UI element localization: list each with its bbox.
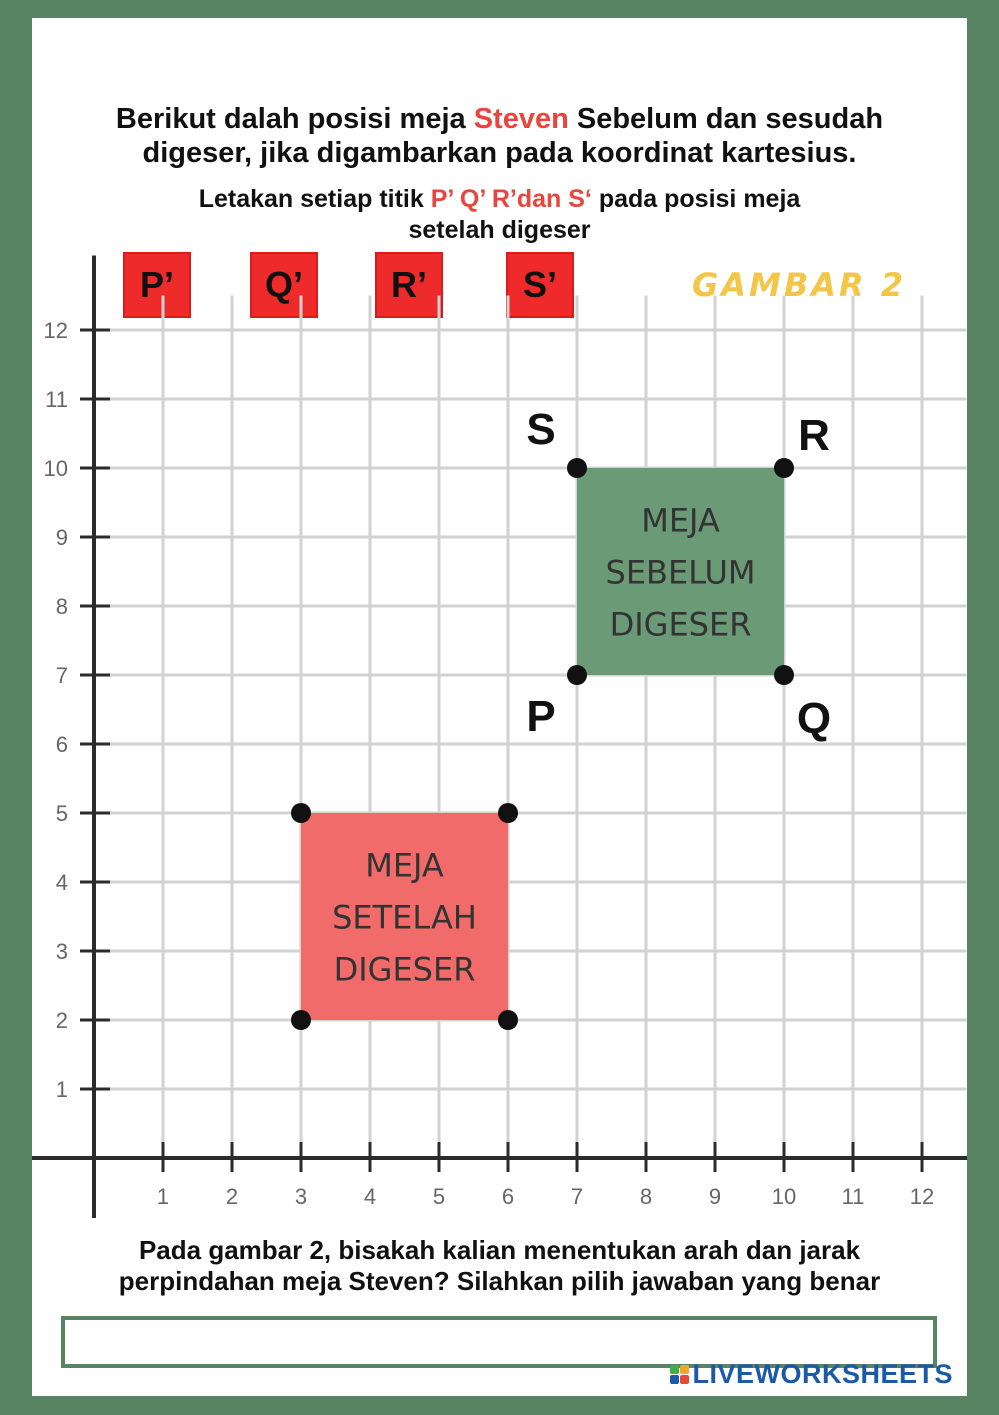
point-label-r: R	[798, 411, 830, 460]
title-text: Berikut dalah posisi meja	[115, 103, 474, 135]
point-marker	[291, 803, 311, 823]
point-marker	[567, 458, 587, 478]
instruction-text: Letakan setiap titik	[198, 185, 431, 213]
table-label: MEJA	[365, 846, 444, 885]
point-label-q: Q	[796, 694, 832, 743]
x-tick-label: 7	[570, 1184, 584, 1209]
point-marker	[774, 665, 794, 685]
instruction-text: setelah digeser	[408, 216, 591, 244]
point-marker	[291, 1010, 311, 1030]
x-tick-label: 10	[771, 1184, 797, 1209]
x-tick-label: 2	[225, 1184, 239, 1209]
title-text: digeser, jika digambarkan pada koordinat kartesius.	[142, 137, 857, 169]
title-name: Steven	[473, 103, 569, 135]
question	[32, 1235, 967, 1297]
y-tick-label: 10	[43, 456, 68, 481]
point-marker	[498, 1010, 518, 1030]
x-tick-label: 1	[156, 1184, 170, 1209]
instruction-points: P’ Q’ R’dan S‘	[430, 185, 592, 213]
point-label-p: P	[526, 692, 556, 741]
liveworksheets-logo-icon	[670, 1365, 689, 1384]
x-tick-label: 12	[909, 1184, 935, 1209]
figure-label: GAMBAR 2	[692, 266, 907, 304]
point-label-s: S	[526, 405, 556, 454]
title-text: Sebelum dan sesudah	[568, 103, 884, 135]
y-tick-label: 8	[55, 594, 68, 619]
table-label: SETELAH	[332, 898, 477, 937]
x-tick-label: 3	[294, 1184, 308, 1209]
point-marker	[498, 803, 518, 823]
y-tick-label: 4	[55, 870, 68, 895]
brand	[670, 1359, 953, 1390]
x-tick-label: 11	[841, 1184, 865, 1209]
drag-chip-q-prime[interactable]: Q’	[250, 252, 318, 318]
y-tick-label: 9	[55, 525, 68, 550]
point-marker	[774, 458, 794, 478]
question-text: Pada gambar 2, bisakah kalian menentukan arah dan jarak	[138, 1235, 861, 1265]
brand-text: LIVEWORKSHEETS	[692, 1359, 953, 1389]
point-marker	[567, 665, 587, 685]
cartesian-plane	[32, 18, 967, 1228]
worksheet-page	[32, 18, 967, 1396]
drag-chip-p-prime[interactable]: P’	[123, 252, 191, 318]
y-tick-label: 5	[55, 801, 68, 826]
table-label: SEBELUM	[605, 553, 756, 592]
y-tick-label: 11	[45, 387, 68, 412]
x-tick-label: 8	[639, 1184, 653, 1209]
instruction-text: pada posisi meja	[591, 185, 801, 213]
table-label: MEJA	[641, 501, 720, 540]
y-tick-label: 6	[55, 732, 68, 757]
x-tick-label: 4	[363, 1184, 377, 1209]
question-text: perpindahan meja Steven? Silahkan pilih jawaban yang benar	[118, 1266, 881, 1296]
y-tick-label: 7	[55, 663, 68, 688]
y-tick-label: 3	[55, 939, 68, 964]
x-tick-label: 9	[708, 1184, 722, 1209]
y-tick-label: 2	[55, 1008, 68, 1033]
drag-chip-s-prime[interactable]: S’	[506, 252, 574, 318]
table-label: DIGESER	[609, 605, 752, 644]
y-tick-label: 12	[43, 318, 68, 343]
x-tick-label: 6	[501, 1184, 515, 1209]
table-label: DIGESER	[333, 950, 476, 989]
drag-chip-r-prime[interactable]: R’	[375, 252, 443, 318]
x-tick-label: 5	[432, 1184, 446, 1209]
y-tick-label: 1	[55, 1077, 68, 1102]
